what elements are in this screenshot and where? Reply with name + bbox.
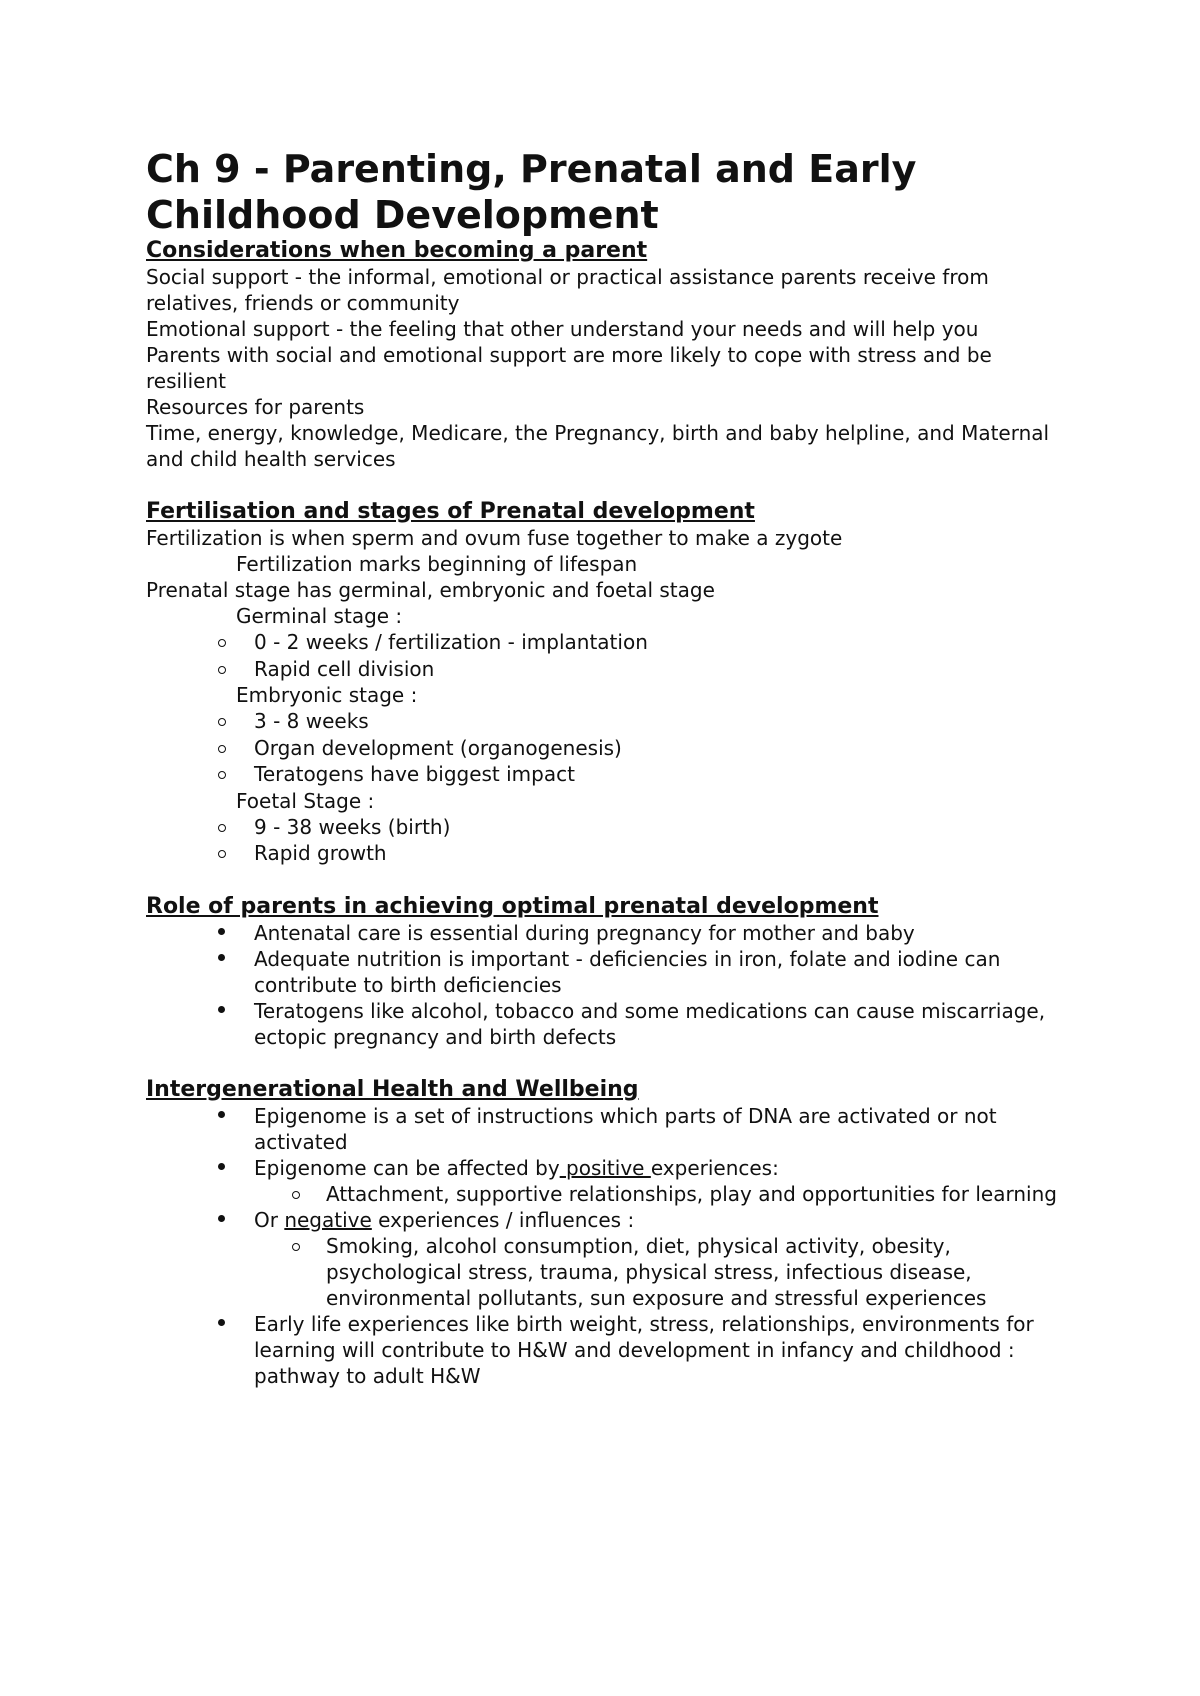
text: Epigenome can be affected by	[254, 1155, 560, 1180]
stage-label-embryonic: Embryonic stage :	[236, 683, 418, 707]
text: experiences:	[650, 1155, 779, 1180]
emphasis-positive: positive	[559, 1155, 651, 1180]
list-item: Teratogens like alcohol, tobacco and some medications can cause miscarriage, ectopic pregnancy and birth defects	[146, 998, 1066, 1050]
emphasis-negative: negative	[284, 1207, 372, 1232]
list-item: Early life experiences like birth weight, stress, relationships, environments for learning will contribute to H&W and development in infancy and childhood : pathway to adult H&W	[146, 1311, 1066, 1389]
list-item: Epigenome is a set of instructions which parts of DNA are activated or not activated	[146, 1103, 1066, 1155]
section-heading-considerations: Considerations when becoming a parent	[146, 238, 648, 263]
list-item: Teratogens have biggest impact	[146, 761, 1066, 788]
sub-list	[254, 1233, 1066, 1311]
page-title: Ch 9 - Parenting, Prenatal and Early Childhood Development	[146, 147, 917, 237]
list-item: Rapid cell division	[146, 656, 1066, 683]
germinal-list	[146, 629, 1066, 682]
document-page	[146, 146, 1066, 1389]
list-item	[146, 1207, 1066, 1311]
list-item: Organ development (organogenesis)	[146, 735, 1066, 762]
sub-list-item: Smoking, alcohol consumption, diet, physical activity, obesity, psychological stress, trauma, physical stress, infectious disease, environmental pollutants, sun exposure and stressful experiences	[254, 1233, 1066, 1311]
list-item: Adequate nutrition is important - deficiencies in iron, folate and iodine can contribute to birth deficiencies	[146, 946, 1066, 998]
text: experiences / influences :	[371, 1207, 635, 1232]
paragraph: Prenatal stage has germinal, embryonic and foetal stage	[146, 578, 715, 602]
list-item: Antenatal care is essential during pregnancy for mother and baby	[146, 920, 1066, 946]
paragraph: Emotional support - the feeling that other understand your needs and will help you	[146, 317, 979, 341]
sub-list-item: Attachment, supportive relationships, play and opportunities for learning	[254, 1181, 1066, 1207]
list-item: 3 - 8 weeks	[146, 708, 1066, 735]
sub-list	[254, 1181, 1066, 1207]
paragraph: Time, energy, knowledge, Medicare, the Pregnancy, birth and baby helpline, and Maternal and child health services	[146, 421, 1050, 471]
paragraph: Fertilization is when sperm and ovum fuse together to make a zygote	[146, 526, 843, 550]
list-item: 9 - 38 weeks (birth)	[146, 814, 1066, 841]
section-heading-intergenerational: Intergenerational Health and Wellbeing	[146, 1076, 639, 1102]
section-heading-role: Role of parents in achieving optimal prenatal development	[146, 893, 879, 919]
paragraph: Social support - the informal, emotional or practical assistance parents receive from relatives, friends or community	[146, 265, 989, 315]
list-item: Rapid growth	[146, 840, 1066, 867]
list-item: 0 - 2 weeks / fertilization - implantation	[146, 629, 1066, 656]
section-heading-fertilisation: Fertilisation and stages of Prenatal development	[146, 499, 755, 524]
list-item	[146, 1155, 1066, 1207]
text: Or	[254, 1207, 285, 1232]
foetal-list	[146, 814, 1066, 867]
stage-label-germinal: Germinal stage :	[236, 604, 403, 628]
stage-label-foetal: Foetal Stage :	[236, 788, 375, 813]
paragraph: Parents with social and emotional support are more likely to cope with stress and be resilient	[146, 343, 992, 393]
intergenerational-list	[146, 1103, 1066, 1389]
spacer	[146, 867, 1066, 894]
paragraph: Resources for parents	[146, 395, 365, 419]
paragraph-indented: Fertilization marks beginning of lifespan	[236, 552, 638, 576]
embryonic-list	[146, 708, 1066, 788]
spacer	[146, 472, 1066, 499]
spacer	[146, 1050, 1066, 1077]
role-list	[146, 920, 1066, 1050]
